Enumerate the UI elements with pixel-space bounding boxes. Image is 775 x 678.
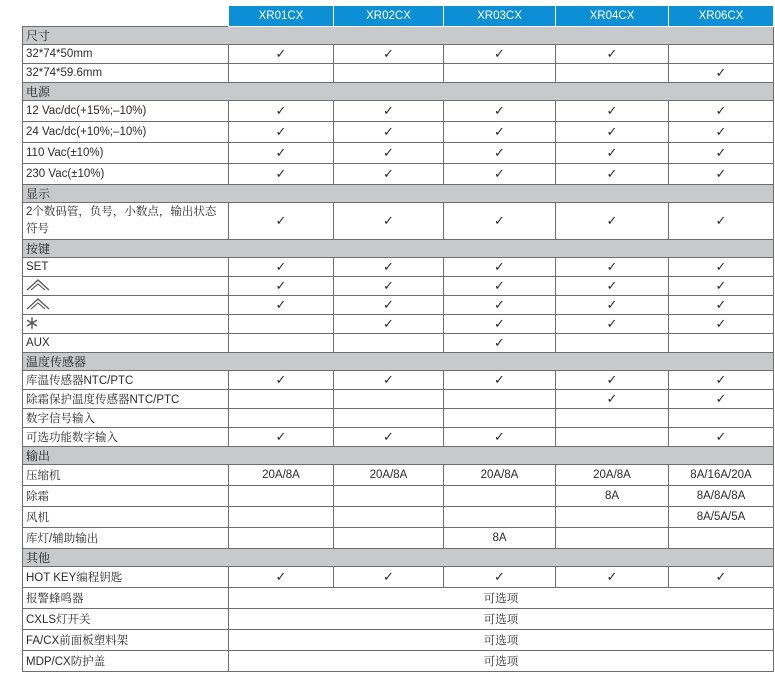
check-mark-cell: ✓ (229, 296, 334, 315)
optional-cell: 可选项 (229, 651, 774, 672)
table-row (23, 507, 774, 528)
check-mark-cell: ✓ (229, 164, 334, 185)
section-title: 其他 (23, 549, 774, 567)
table-body (23, 27, 774, 672)
row-label: 230 Vac(±10%) (23, 164, 229, 185)
row-label: 除霜保护温度传感器NTC/PTC (23, 390, 229, 409)
check-mark-cell: ✓ (556, 315, 669, 334)
check-mark-cell: ✓ (444, 45, 556, 64)
row-label: 报警蜂鸣器 (23, 588, 229, 609)
check-mark-cell: ✓ (444, 428, 556, 447)
row-label: 32*74*59.6mm (23, 64, 229, 83)
check-mark-cell: ✓ (334, 277, 444, 296)
check-mark-cell: ✓ (229, 143, 334, 164)
check-mark-cell: ✓ (556, 371, 669, 390)
check-mark-cell: ✓ (444, 277, 556, 296)
check-mark-cell: ✓ (334, 101, 444, 122)
check-mark-cell: ✓ (444, 164, 556, 185)
section-title: 显示 (23, 185, 774, 203)
check-mark-cell: ✓ (669, 164, 774, 185)
up-arrow-icon (26, 278, 50, 294)
column-header-xr01cx: XR01CX (229, 6, 334, 27)
check-mark-cell: ✓ (229, 258, 334, 277)
check-mark-cell: ✓ (669, 122, 774, 143)
value-cell: 8A/16A/20A (669, 465, 774, 486)
column-header-xr04cx: XR04CX (556, 6, 669, 27)
row-label: 110 Vac(±10%) (23, 143, 229, 164)
spec-table (22, 5, 774, 672)
check-mark-cell: ✓ (669, 203, 774, 240)
value-cell (444, 390, 556, 409)
value-cell (556, 64, 669, 83)
value-cell: 8A/5A/5A (669, 507, 774, 528)
value-cell (556, 507, 669, 528)
value-cell (229, 315, 334, 334)
section-row (23, 353, 774, 371)
up-arrow-icon (26, 297, 50, 313)
row-label (23, 277, 229, 296)
optional-cell: 可选项 (229, 630, 774, 651)
section-row (23, 27, 774, 45)
check-mark-cell: ✓ (229, 101, 334, 122)
value-cell: 8A (444, 528, 556, 549)
check-mark-cell: ✓ (229, 371, 334, 390)
table-row (23, 588, 774, 609)
section-title: 输出 (23, 447, 774, 465)
table-row (23, 143, 774, 164)
check-mark-cell: ✓ (444, 258, 556, 277)
value-cell: 20A/8A (556, 465, 669, 486)
check-mark-cell: ✓ (669, 390, 774, 409)
table-row (23, 315, 774, 334)
check-mark-cell: ✓ (669, 296, 774, 315)
row-label: CXLS灯开关 (23, 609, 229, 630)
row-label: 库灯/辅助输出 (23, 528, 229, 549)
value-cell (669, 45, 774, 64)
check-mark-cell: ✓ (334, 164, 444, 185)
value-cell (334, 334, 444, 353)
check-mark-cell: ✓ (334, 428, 444, 447)
section-title: 尺寸 (23, 27, 774, 45)
check-mark-cell: ✓ (334, 45, 444, 64)
section-row (23, 83, 774, 101)
check-mark-cell: ✓ (669, 64, 774, 83)
section-title: 电源 (23, 83, 774, 101)
check-mark-cell: ✓ (669, 567, 774, 588)
column-header-xr02cx: XR02CX (334, 6, 444, 27)
table-row (23, 371, 774, 390)
check-mark-cell: ✓ (556, 143, 669, 164)
check-mark-cell: ✓ (334, 122, 444, 143)
section-row (23, 185, 774, 203)
table-row (23, 630, 774, 651)
value-cell (334, 486, 444, 507)
value-cell (669, 528, 774, 549)
check-mark-cell: ✓ (334, 203, 444, 240)
row-label: 24 Vac/dc(+10%;–10%) (23, 122, 229, 143)
check-mark-cell: ✓ (556, 45, 669, 64)
table-row (23, 64, 774, 83)
check-mark-cell: ✓ (229, 203, 334, 240)
table-row (23, 164, 774, 185)
check-mark-cell: ✓ (444, 315, 556, 334)
value-cell: 20A/8A (444, 465, 556, 486)
check-mark-cell: ✓ (229, 122, 334, 143)
check-mark-cell: ✓ (444, 101, 556, 122)
header-row (23, 6, 774, 27)
header-blank-cell (23, 6, 229, 27)
value-cell (229, 409, 334, 428)
value-cell: 20A/8A (229, 465, 334, 486)
check-mark-cell: ✓ (334, 296, 444, 315)
check-mark-cell: ✓ (229, 567, 334, 588)
value-cell: 20A/8A (334, 465, 444, 486)
row-label: HOT KEY编程钥匙 (23, 567, 229, 588)
value-cell (669, 409, 774, 428)
check-mark-cell: ✓ (556, 567, 669, 588)
check-mark-cell: ✓ (229, 428, 334, 447)
row-label (23, 315, 229, 334)
check-mark-cell: ✓ (669, 315, 774, 334)
check-mark-cell: ✓ (444, 203, 556, 240)
row-label: 数字信号输入 (23, 409, 229, 428)
value-cell (229, 528, 334, 549)
table-row (23, 277, 774, 296)
optional-cell: 可选项 (229, 588, 774, 609)
row-label: 可选功能数字输入 (23, 428, 229, 447)
table-row (23, 101, 774, 122)
section-row (23, 447, 774, 465)
value-cell (334, 409, 444, 428)
table-row (23, 567, 774, 588)
column-header-xr06cx: XR06CX (669, 6, 774, 27)
value-cell: 8A/8A/8A (669, 486, 774, 507)
check-mark-cell: ✓ (556, 122, 669, 143)
check-mark-cell: ✓ (444, 567, 556, 588)
check-mark-cell: ✓ (334, 258, 444, 277)
row-label: 32*74*50mm (23, 45, 229, 64)
check-mark-cell: ✓ (556, 164, 669, 185)
check-mark-cell: ✓ (669, 101, 774, 122)
check-mark-cell: ✓ (229, 45, 334, 64)
section-title: 温度传感器 (23, 353, 774, 371)
value-cell (229, 486, 334, 507)
value-cell (556, 409, 669, 428)
table-row (23, 651, 774, 672)
value-cell (444, 409, 556, 428)
optional-cell: 可选项 (229, 609, 774, 630)
value-cell (444, 507, 556, 528)
row-label: MDP/CX防护盖 (23, 651, 229, 672)
value-cell (444, 64, 556, 83)
table-row (23, 465, 774, 486)
row-label: FA/CX前面板塑料架 (23, 630, 229, 651)
table-row (23, 409, 774, 428)
row-label: AUX (23, 334, 229, 353)
table-row (23, 203, 774, 240)
check-mark-cell: ✓ (669, 428, 774, 447)
table-row (23, 122, 774, 143)
check-mark-cell: ✓ (229, 277, 334, 296)
table-row (23, 334, 774, 353)
check-mark-cell: ✓ (334, 567, 444, 588)
table-row (23, 296, 774, 315)
row-label: 除霜 (23, 486, 229, 507)
row-label (23, 296, 229, 315)
section-row (23, 549, 774, 567)
value-cell (556, 528, 669, 549)
check-mark-cell: ✓ (556, 258, 669, 277)
table-row (23, 609, 774, 630)
value-cell: 8A (556, 486, 669, 507)
check-mark-cell: ✓ (669, 143, 774, 164)
row-label: 库温传感器NTC/PTC (23, 371, 229, 390)
value-cell (229, 507, 334, 528)
row-label: 风机 (23, 507, 229, 528)
value-cell (444, 486, 556, 507)
value-cell (334, 64, 444, 83)
check-mark-cell: ✓ (556, 101, 669, 122)
table-row (23, 528, 774, 549)
check-mark-cell: ✓ (556, 203, 669, 240)
value-cell (669, 334, 774, 353)
value-cell (556, 428, 669, 447)
value-cell (229, 334, 334, 353)
value-cell (229, 390, 334, 409)
check-mark-cell: ✓ (334, 315, 444, 334)
snowflake-icon (26, 317, 38, 332)
check-mark-cell: ✓ (669, 258, 774, 277)
table-row (23, 486, 774, 507)
value-cell (334, 390, 444, 409)
value-cell (334, 528, 444, 549)
table-row (23, 45, 774, 64)
check-mark-cell: ✓ (444, 143, 556, 164)
section-row (23, 240, 774, 258)
check-mark-cell: ✓ (334, 143, 444, 164)
check-mark-cell: ✓ (556, 390, 669, 409)
check-mark-cell: ✓ (444, 334, 556, 353)
table-row (23, 258, 774, 277)
check-mark-cell: ✓ (669, 277, 774, 296)
value-cell (229, 64, 334, 83)
row-label: 12 Vac/dc(+15%;–10%) (23, 101, 229, 122)
row-label: 压缩机 (23, 465, 229, 486)
check-mark-cell: ✓ (556, 277, 669, 296)
check-mark-cell: ✓ (444, 371, 556, 390)
check-mark-cell: ✓ (556, 296, 669, 315)
row-label: 2个数码管，负号，小数点，输出状态符号 (23, 203, 229, 240)
check-mark-cell: ✓ (334, 371, 444, 390)
table-row (23, 390, 774, 409)
row-label: SET (23, 258, 229, 277)
check-mark-cell: ✓ (444, 296, 556, 315)
section-title: 按键 (23, 240, 774, 258)
table-row (23, 428, 774, 447)
check-mark-cell: ✓ (444, 122, 556, 143)
check-mark-cell: ✓ (669, 371, 774, 390)
value-cell (556, 334, 669, 353)
column-header-xr03cx: XR03CX (444, 6, 556, 27)
value-cell (334, 507, 444, 528)
